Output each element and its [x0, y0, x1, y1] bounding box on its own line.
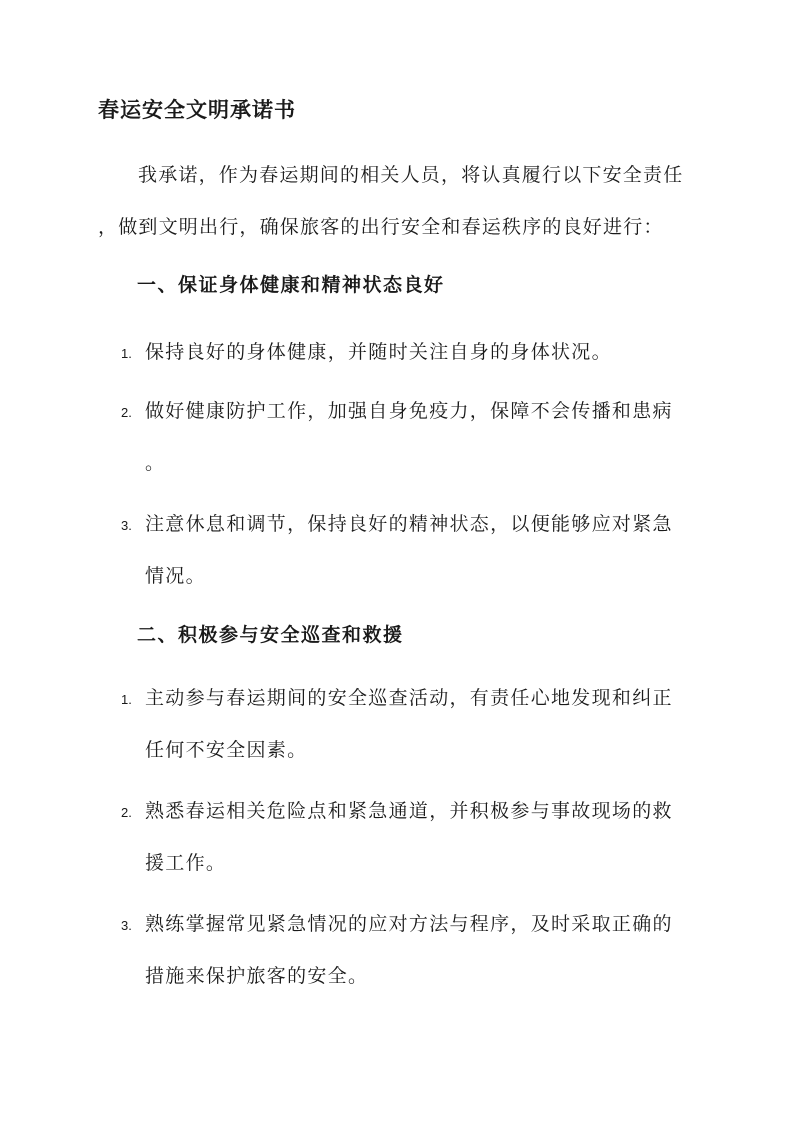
list-item-number: 1. [121, 692, 132, 707]
list-item-number: 1. [121, 346, 132, 361]
list-item-text: 援工作。 [145, 852, 227, 874]
list-item-text: 注意休息和调节，保持良好的精神状态，以便能够应对紧急 [145, 513, 673, 535]
section-heading-2: 二、积极参与安全巡查和救援 [137, 624, 404, 646]
intro-line-2: ，做到文明出行，确保旅客的出行安全和春运秩序的良好进行： [98, 216, 664, 238]
list-item-text: 主动参与春运期间的安全巡查活动，有责任心地发现和纠正 [145, 687, 673, 709]
list-item-number: 2. [121, 405, 132, 420]
list-item-text: 做好健康防护工作，加强自身免疫力，保障不会传播和患病 [145, 400, 673, 422]
list-item-text: 。 [145, 452, 166, 474]
list-item-number: 3. [121, 918, 132, 933]
list-item-number: 3. [121, 518, 132, 533]
intro-line-1: 我承诺，作为春运期间的相关人员，将认真履行以下安全责任 [138, 164, 684, 186]
section-heading-1: 一、保证身体健康和精神状态良好 [137, 274, 445, 296]
list-item-number: 2. [121, 805, 132, 820]
document-title: 春运安全文明承诺书 [98, 97, 296, 122]
list-item-text: 情况。 [145, 565, 206, 587]
list-item-text: 熟练掌握常见紧急情况的应对方法与程序，及时采取正确的 [145, 913, 673, 935]
list-item-text: 任何不安全因素。 [145, 739, 308, 761]
list-item-text: 保持良好的身体健康，并随时关注自身的身体状况。 [145, 341, 612, 363]
list-item-text: 熟悉春运相关危险点和紧急通道，并积极参与事故现场的救 [145, 800, 673, 822]
list-item-text: 措施来保护旅客的安全。 [145, 965, 369, 987]
